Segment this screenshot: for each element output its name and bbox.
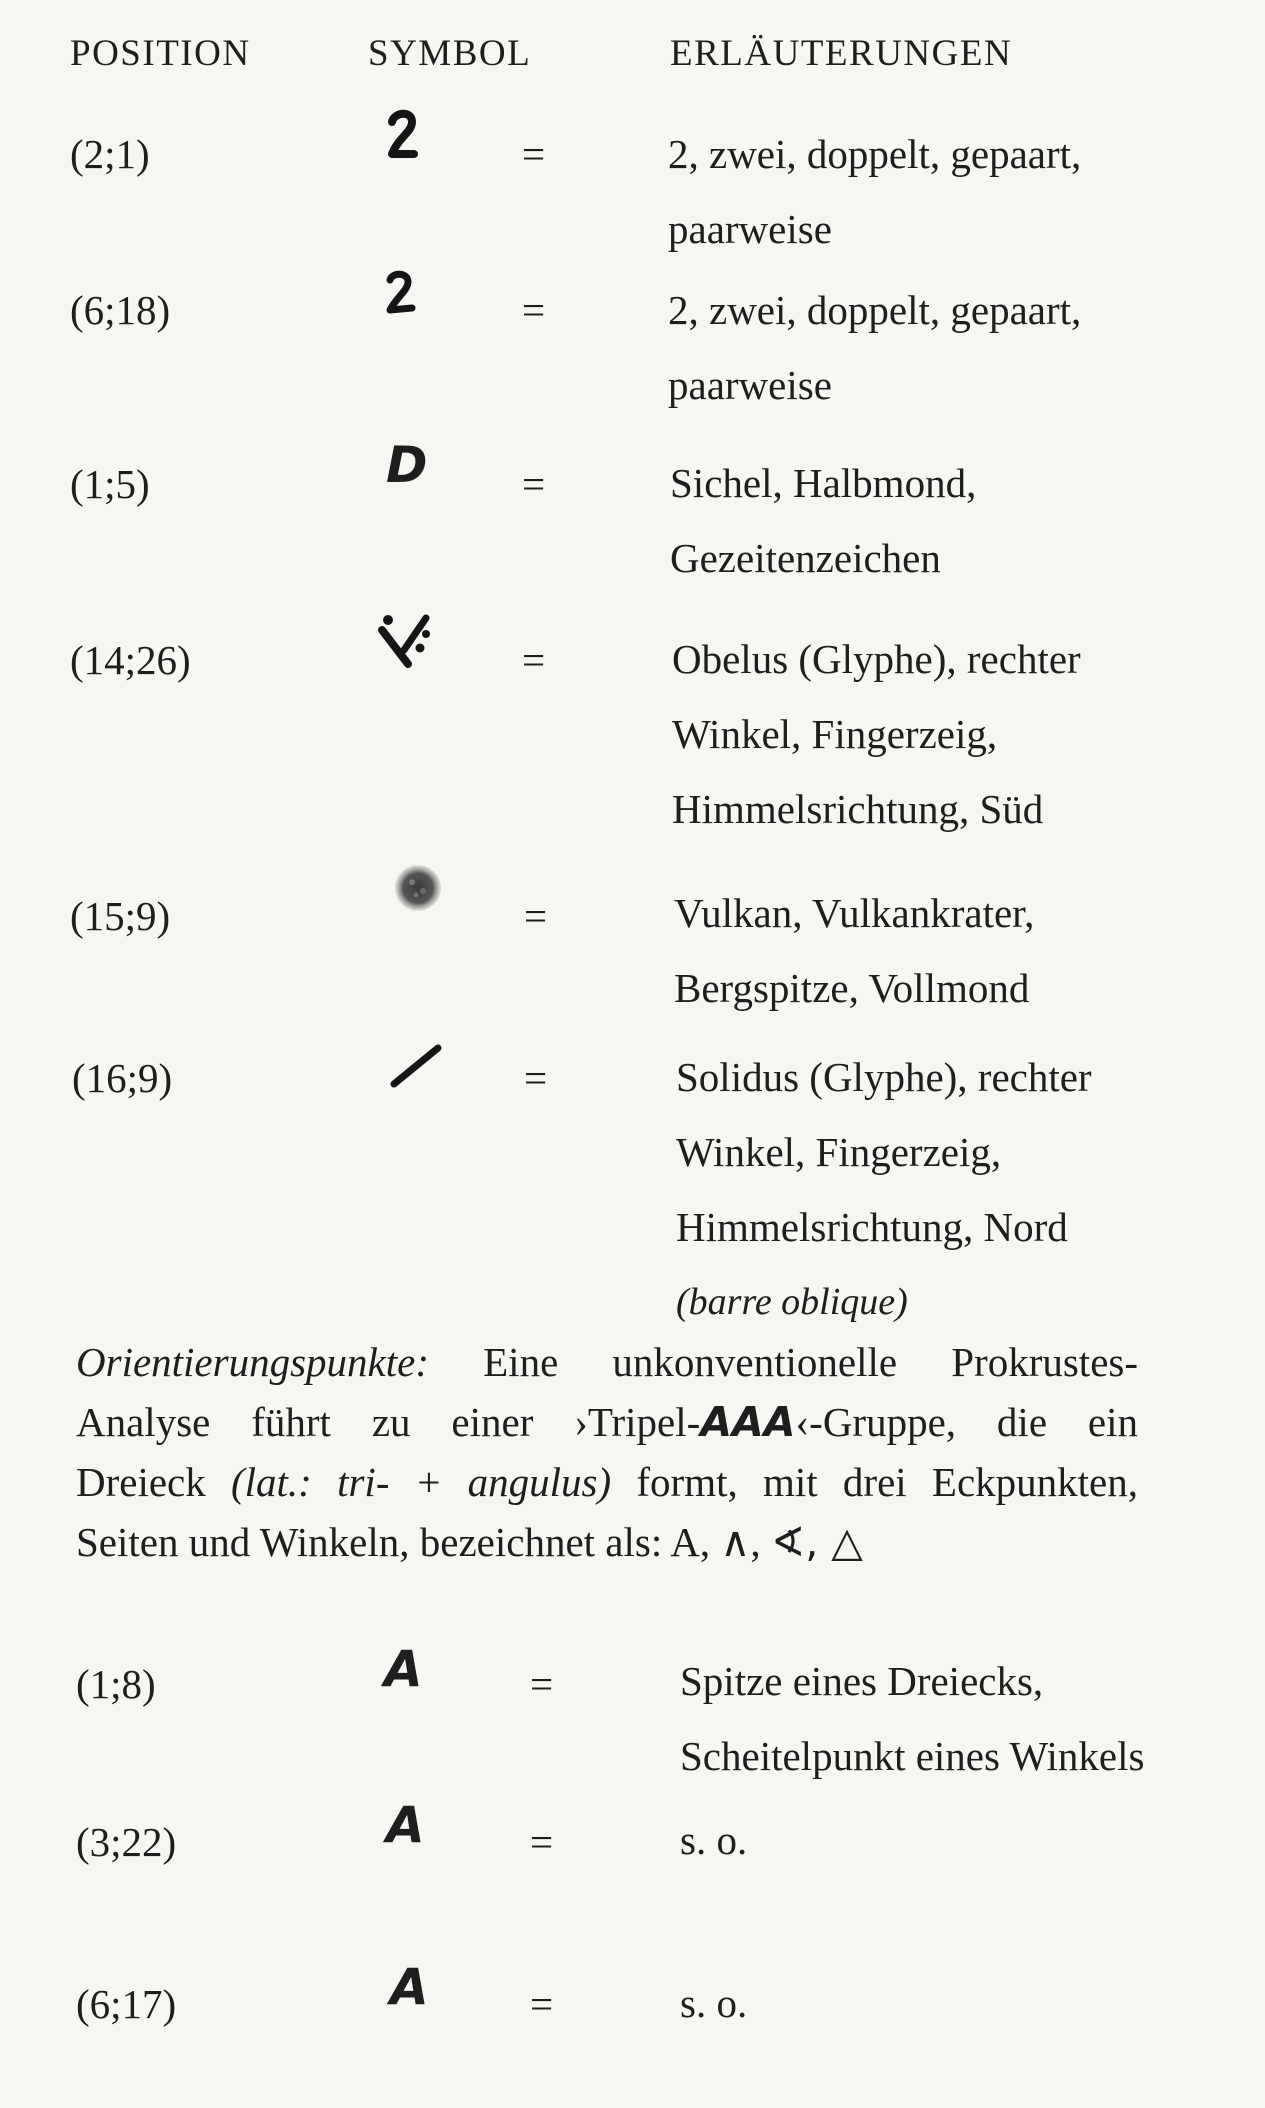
equals-sign: = bbox=[522, 287, 546, 333]
position-cell: (15;9) bbox=[70, 893, 171, 939]
explanation-line: s. o. bbox=[680, 1980, 748, 2026]
triangle-symbol: , △ bbox=[805, 1518, 863, 1566]
header-position: POSITION bbox=[70, 33, 251, 74]
explanation-cell bbox=[676, 1040, 1092, 1340]
explanation-cell bbox=[680, 1966, 747, 2041]
equals-sign: = bbox=[524, 1055, 548, 1101]
explanation-line: Spitze eines Dreiecks, bbox=[680, 1658, 1044, 1704]
explanation-cell bbox=[672, 622, 1081, 847]
explanation-line: Solidus (Glyphe), rechter bbox=[676, 1054, 1092, 1100]
paragraph-lead: Orientierungspunkte: bbox=[76, 1339, 429, 1385]
explanation-line: paarweise bbox=[668, 362, 832, 408]
explanation-line: paarweise bbox=[668, 206, 832, 252]
two-glyph-icon bbox=[382, 268, 418, 322]
explanation-cell bbox=[674, 876, 1034, 1026]
orientation-paragraph bbox=[76, 1332, 1138, 1572]
explanation-line: 2, zwei, doppelt, gepaart, bbox=[668, 287, 1082, 333]
angle-symbol: ∢ bbox=[770, 1518, 806, 1566]
position-cell: (1;5) bbox=[70, 461, 150, 507]
paragraph-line: Orientierungspunkte: Eine unkonventionelle Prokrustes- bbox=[76, 1339, 1138, 1385]
equals-sign: = bbox=[524, 893, 548, 939]
explanation-cell bbox=[670, 446, 976, 596]
explanation-line: Winkel, Fingerzeig, bbox=[676, 1129, 1002, 1175]
explanation-line: Scheitelpunkt eines Winkels bbox=[680, 1733, 1145, 1779]
explanation-line: Obelus (Glyphe), rechter bbox=[672, 636, 1081, 682]
solidus-glyph-icon bbox=[386, 1040, 446, 1092]
equals-sign: = bbox=[530, 1981, 554, 2027]
explanation-line: Vulkan, Vulkankrater, bbox=[674, 890, 1035, 936]
explanation-line: Bergspitze, Vollmond bbox=[674, 965, 1030, 1011]
position-cell: (2;1) bbox=[70, 131, 150, 177]
position-cell: (6;18) bbox=[70, 287, 171, 333]
explanation-line: Gezeitenzeichen bbox=[670, 535, 941, 581]
equals-sign: = bbox=[530, 1661, 554, 1707]
a-glyph: A bbox=[384, 1640, 423, 1698]
two-glyph-icon bbox=[384, 108, 420, 162]
equals-sign: = bbox=[522, 461, 546, 507]
position-cell: (16;9) bbox=[72, 1055, 173, 1101]
paragraph-line: Analyse führt zu einer ›Tripel-AAA‹-Gruppe, die ein bbox=[76, 1398, 1138, 1446]
explanation-line: Winkel, Fingerzeig, bbox=[672, 711, 998, 757]
position-cell: (14;26) bbox=[70, 637, 191, 683]
header-symbol: SYMBOL bbox=[368, 33, 532, 74]
paragraph-line: Seiten und Winkeln, bezeichnet als: A, ∧, ∢, △ bbox=[76, 1518, 863, 1566]
position-cell: (6;17) bbox=[76, 1981, 177, 2027]
explanation-line: Himmelsrichtung, Nord bbox=[676, 1204, 1068, 1250]
position-cell: (1;8) bbox=[76, 1661, 156, 1707]
explanation-line: Sichel, Halbmond, bbox=[670, 460, 977, 506]
equals-sign: = bbox=[522, 637, 546, 683]
explanation-note: (barre oblique) bbox=[676, 1281, 908, 1323]
position-cell: (3;22) bbox=[76, 1819, 177, 1865]
obelus-glyph-icon bbox=[374, 610, 440, 672]
a-glyph: A bbox=[390, 1958, 429, 2016]
explanation-cell bbox=[680, 1644, 1144, 1794]
explanation-line: s. o. bbox=[680, 1817, 748, 1863]
volcano-dot-icon bbox=[392, 862, 444, 914]
d-glyph: D bbox=[386, 436, 428, 494]
explanation-line: 2, zwei, doppelt, gepaart, bbox=[668, 131, 1082, 177]
explanation-cell bbox=[668, 273, 1081, 423]
header-explanations: ERLÄUTERUNGEN bbox=[670, 33, 1013, 74]
equals-sign: = bbox=[530, 1819, 554, 1865]
equals-sign: = bbox=[522, 131, 546, 177]
a-glyph: A bbox=[386, 1796, 425, 1854]
explanation-line: Himmelsrichtung, Süd bbox=[672, 786, 1044, 832]
triple-aaa-glyph: AAA bbox=[700, 1398, 796, 1446]
explanation-cell bbox=[668, 117, 1081, 267]
paragraph-line: Dreieck (lat.: tri- + angulus) formt, mit drei Eckpunkten, bbox=[76, 1459, 1138, 1505]
explanation-cell bbox=[680, 1803, 747, 1878]
